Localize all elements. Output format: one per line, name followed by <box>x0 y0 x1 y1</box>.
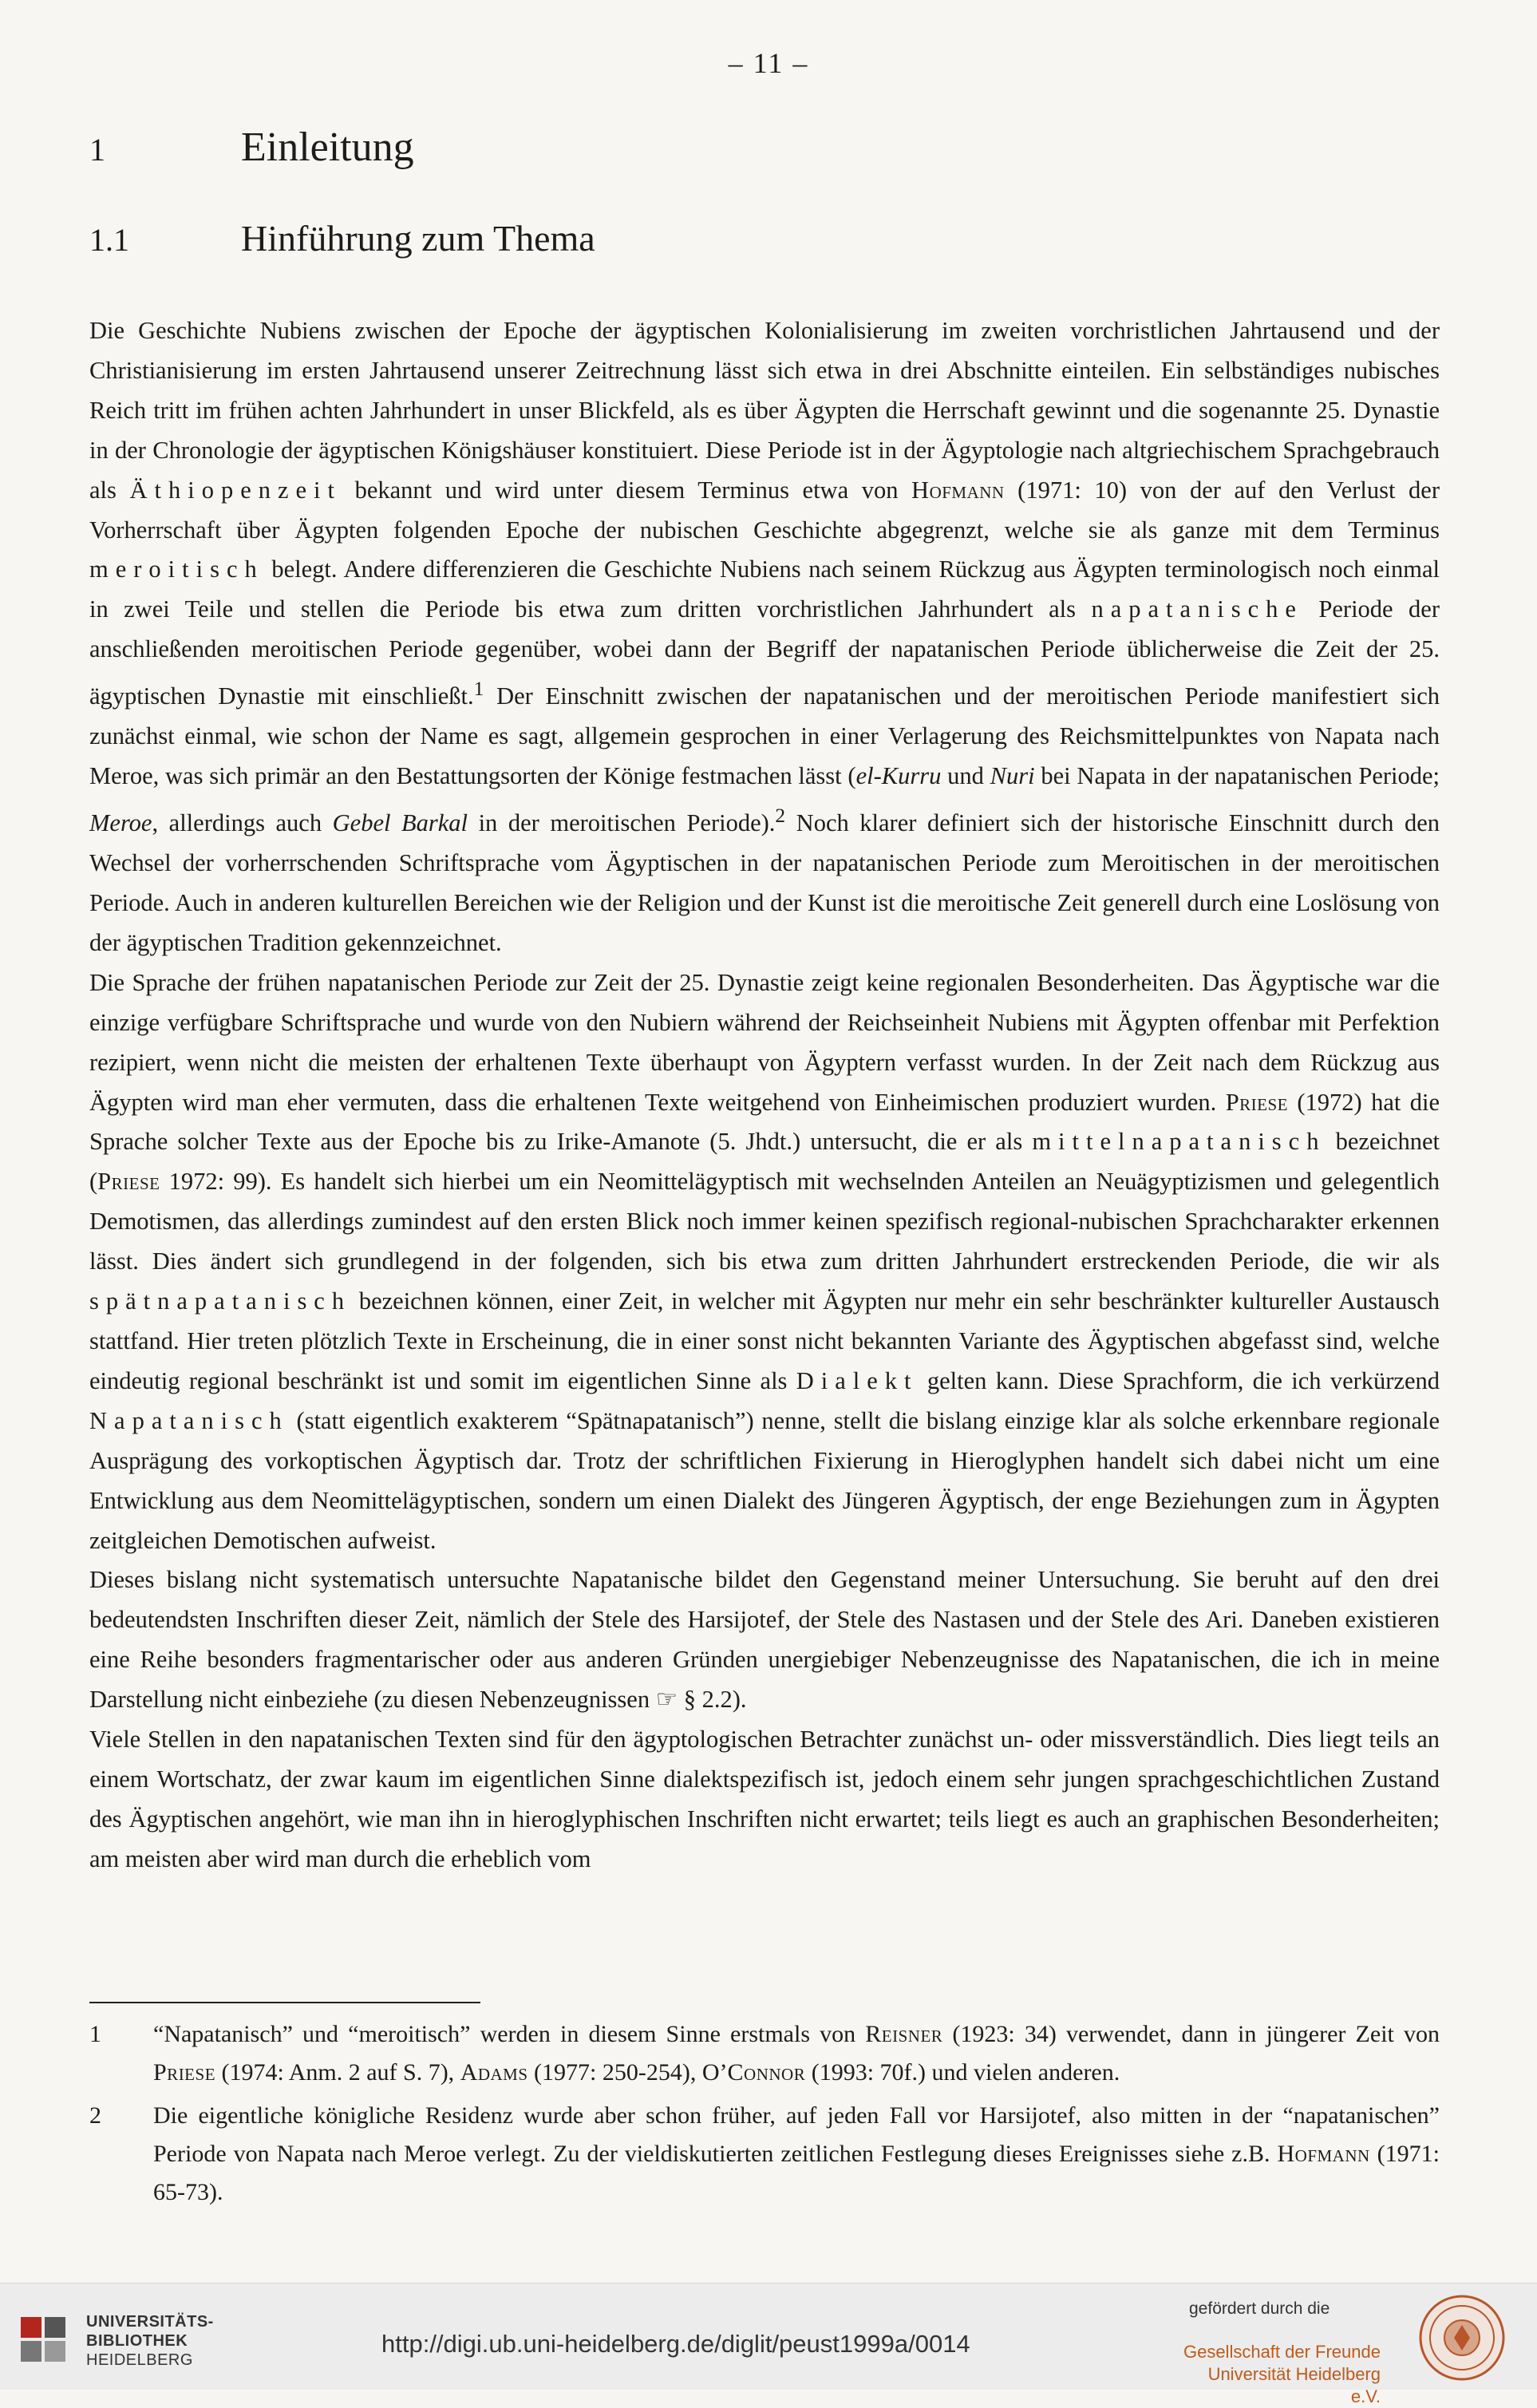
funder-name-line: Gesellschaft der Freunde <box>1183 2342 1381 2362</box>
text-run: 1972: 99). Es handelt sich hierbei um ein Neomittelägyptisch mit wechselnden Anteilen an Neuägyptizismen und gelegentlich Demotismen, das allerdings zumindest auf den ersten Blick noch immer keinen spezifisch regional-nubischen Sprachcharakter erkennen lässt. Dies ändert sich grundlegend in der folgenden, sich bis etwa zum dritten Jahrhundert erstreckenden Periode, die wir als <box>89 1168 1440 1275</box>
university-seal-icon <box>1417 2293 1507 2382</box>
pointing-hand-icon[interactable]: ☞ <box>655 1686 678 1714</box>
text-run: gelten kann. Diese Sprachform, die ich verkürzend <box>918 1366 1440 1394</box>
section-heading <box>89 217 595 259</box>
text-run: Noch klarer definiert sich der historische Einschnitt durch den Wechsel der vorherrschenden Schriftsprache vom Ägyptischen in der napatanischen Periode zum Meroitischen in der meroitischen Periode. Auch in anderen kulturellen Bereichen wie der Religion und der Kunst ist die meroitische Zeit generell durch eine Loslösung von der ägyptischen Tradition gekennzeichnet. <box>89 809 1440 956</box>
text-run: bezeichnet ( <box>89 1128 1440 1196</box>
library-name-line: HEIDELBERG <box>86 2351 193 2369</box>
author-name: Adams <box>460 2059 528 2086</box>
spaced-term: meroitisch <box>89 556 264 583</box>
library-name-line: BIBLIOTHEK <box>86 2332 188 2350</box>
page-number: – 11 – <box>728 47 809 79</box>
text-run: (1971: 10) von der auf den Verlust der Vorherrschaft über Ägypten folgenden Epoche der nubischen Geschichte abgegrenzt, welche sie als ganze mit dem Terminus <box>89 476 1440 544</box>
spaced-term: Napatanisch <box>89 1406 289 1434</box>
funder-name[interactable] <box>1181 2341 1381 2408</box>
paragraph-4 <box>89 1720 1440 1880</box>
author-name: Priese <box>153 2059 216 2086</box>
footnote-text <box>153 2097 1440 2212</box>
place-name: Meroe <box>89 809 152 837</box>
place-name: el-Kurru <box>855 762 942 790</box>
place-name: Gebel Barkal <box>332 809 468 837</box>
place-name: Nuri <box>990 762 1035 790</box>
permalink-url[interactable]: http://digi.ub.uni-heidelberg.de/diglit/peust1999a/0014 <box>381 2330 970 2358</box>
text-run: bekannt und wird unter diesem Terminus etwa von <box>342 476 912 504</box>
spaced-term: spätnapatanisch <box>89 1287 352 1315</box>
text-run: Der Einschnitt zwischen der napatanischen und der meroitischen Periode manifestiert sich zunächst einmal, wie schon der Name es sagt, allgemein gesprochen in einer Verlagerung des Reichsmittelpunktes von Napata nach Meroe, was sich primär an den Bestattungsorten der Könige festmachen lässt ( <box>89 682 1440 790</box>
text-run: (1923: 34) verwendet, dann in jüngerer Zeit von <box>942 2021 1440 2047</box>
text-run: Viele Stellen in den napatanischen Texten sind für den ägyptologischen Betrachter zunächst un- oder missverständlich. Dies liegt teils an einem Wortschatz, der zwar kaum im eigentlichen Sinne dialektspezifisch ist, jedoch einem sehr jungen sprachgeschichtlichen Zustand des Ägyptischen angehört, wie man ihn in hieroglyphischen Inschriften nicht erwartet; teils liegt es auch an graphischen Besonderheiten; am meisten aber wird man durch die erheblich vom <box>89 1726 1440 1872</box>
funder-name-line: Universität Heidelberg e.V. <box>1207 2364 1381 2406</box>
author-name: Connor <box>727 2059 806 2086</box>
footnote-marker[interactable]: 2 <box>775 805 786 828</box>
chapter-title: Einleitung <box>241 125 414 170</box>
paragraph-3 <box>89 1560 1440 1720</box>
university-library-logo-icon <box>19 2315 67 2363</box>
text-run: in der meroitischen Periode). <box>468 809 776 837</box>
section-number: 1.1 <box>89 222 129 258</box>
text-run: Dieses bislang nicht systematisch untersuchte Napatanische bildet den Gegenstand meiner Untersuchung. Sie beruht auf den drei bedeutendsten Inschriften dieser Zeit, nämlich der Stele des Harsijotef, der Stele des Nastasen und der Stele des Ari. Daneben existieren eine Reihe besonders fragmentarischer oder aus anderen Gründen unergiebiger Nebenzeugnisse des Napatanischen, die ich in meine Darstellung nicht einbeziehe (zu diesen Nebenzeugnissen <box>89 1566 1440 1714</box>
text-run: Periode der anschließenden meroitischen Periode gegenüber, wobei dann der Begriff der napatanischen Periode üblicherweise die Zeit der 25. ägyptischen Dynastie mit einschließt. <box>89 595 1440 710</box>
text-run: “Napatanisch” und “meroitisch” werden in diesem Sinne erstmals von <box>153 2021 866 2047</box>
text-run: Die Sprache der frühen napatanischen Periode zur Zeit der 25. Dynastie zeigt keine regionalen Besonderheiten. Das Ägyptische war die einzige verfügbare Schriftsprache und wurde von den Nubiern während der Reichseinheit Nubiens mit Ägypten offenbar mit Perfektion rezipiert, wenn nicht die meisten der erhaltenen Texte überhaupt von Ägyptern verfasst wurden. In der Zeit nach dem Rückzug aus Ägypten wird man eher vermuten, dass die erhaltenen Texte weitgehend von Einheimischen produziert wurden. <box>89 968 1440 1116</box>
chapter-number: 1 <box>89 132 105 168</box>
text-run: § 2.2). <box>678 1686 747 1714</box>
text-run: (statt eigentlich exakterem “Spätnapatanisch”) nenne, stellt die bislang einzige klar als solche erkennbare regionale Ausprägung des vorkoptischen Ägyptisch dar. Trotz der schriftlichen Fixierung in Hieroglyphen handelt sich dabei nicht um eine Entwicklung aus dem Neomittelägyptischen, sondern um einen Dialekt des Jüngeren Ägyptisch, der enge Beziehungen zum in Ägypten zeitgleichen Demotischen aufweist. <box>89 1406 1440 1554</box>
spaced-term: napatanische <box>1091 595 1303 623</box>
spaced-term: Dialekt <box>796 1366 919 1394</box>
text-run: belegt. Andere differenzieren die Geschichte Nubiens nach seinem Rückzug aus Ägypten terminologisch noch einmal in zwei Teile und stellen die Periode bis etwa zum dritten vorchristlichen Jahrhundert als <box>89 556 1440 623</box>
text-run: (1971: 65-73). <box>153 2141 1440 2205</box>
library-name-line: UNIVERSITÄTS- <box>86 2313 214 2331</box>
text-run: bei Napata in der napatanischen Periode; <box>1034 762 1440 790</box>
chapter-heading <box>89 124 414 171</box>
text-run: (1972) hat die Sprache solcher Texte aus der Epoche bis zu Irike-Amanote (5. Jhdt.) untersucht, die er als <box>89 1088 1440 1156</box>
footnote <box>89 2015 1440 2092</box>
paragraph-2 <box>89 963 1440 1561</box>
author-name: Priese <box>97 1168 160 1196</box>
author-name: Priese <box>1225 1088 1288 1116</box>
text-run: Die Geschichte Nubiens zwischen der Epoche der ägyptischen Kolonialisierung im zweiten vorchristlichen Jahrtausend und der Christianisierung im ersten Jahrtausend unserer Zeitrechnung lässt sich etwa in drei Abschnitte einteilen. Ein selbständiges nubisches Reich tritt im frühen achten Jahrhundert in unser Blickfeld, als es über Ägypten die Herrschaft gewinnt und die sogenannte 25. Dynastie in der Chronologie der ägyptischen Königshäuser konstituiert. Diese Periode ist in der Ägyptologie nach altgriechischem Sprachgebrauch als <box>89 317 1440 504</box>
text-run: bezeichnen können, einer Zeit, in welcher mit Ägypten nur mehr ein sehr beschränkter kultureller Austausch stattfand. Hier treten plötzlich Texte in Erscheinung, die in einer sonst nicht bekannten Variante des Ägyptischen abgefasst sind, welche eindeutig regional beschränkt ist und somit im eigentlichen Sinne als <box>89 1287 1440 1394</box>
section-title: Hinführung zum Thema <box>241 218 595 259</box>
text-run: Die eigentliche königliche Residenz wurde aber schon früher, auf jeden Fall vor Harsijotef, also mitten in der “napatanischen” Periode von Napata nach Meroe verlegt. Zu der vieldiskutierten zeitlichen Festlegung dieses Ereignisses siehe z.B. <box>153 2102 1440 2167</box>
author-name: Hofmann <box>911 476 1005 504</box>
spaced-term: Äthiopenzeit <box>129 476 342 504</box>
paragraph-1 <box>89 311 1440 963</box>
footnote <box>89 2097 1440 2212</box>
spaced-term: mittelnapatanisch <box>1032 1128 1326 1156</box>
text-run: und <box>941 762 990 790</box>
text-run: (1993: 70f.) und vielen anderen. <box>805 2059 1120 2086</box>
footnote-number: 1 <box>89 2021 101 2047</box>
footnote-divider <box>89 2002 480 2003</box>
author-name: Hofmann <box>1277 2141 1370 2167</box>
footnote-number: 2 <box>89 2102 101 2129</box>
footnote-text <box>153 2015 1440 2092</box>
footnote-marker[interactable]: 1 <box>473 678 484 701</box>
author-name: Reisner <box>865 2021 943 2047</box>
text-run: (1974: Anm. 2 auf S. 7), <box>215 2059 460 2086</box>
footnotes <box>89 2015 1440 2216</box>
body-text <box>89 311 1440 1880</box>
footer-bar <box>0 2283 1537 2406</box>
funded-by-label: gefördert durch die <box>1189 2299 1330 2318</box>
library-name[interactable] <box>86 2312 214 2370</box>
text-run: (1977: 250-254), O’ <box>527 2059 728 2086</box>
text-run: , allerdings auch <box>152 809 333 837</box>
